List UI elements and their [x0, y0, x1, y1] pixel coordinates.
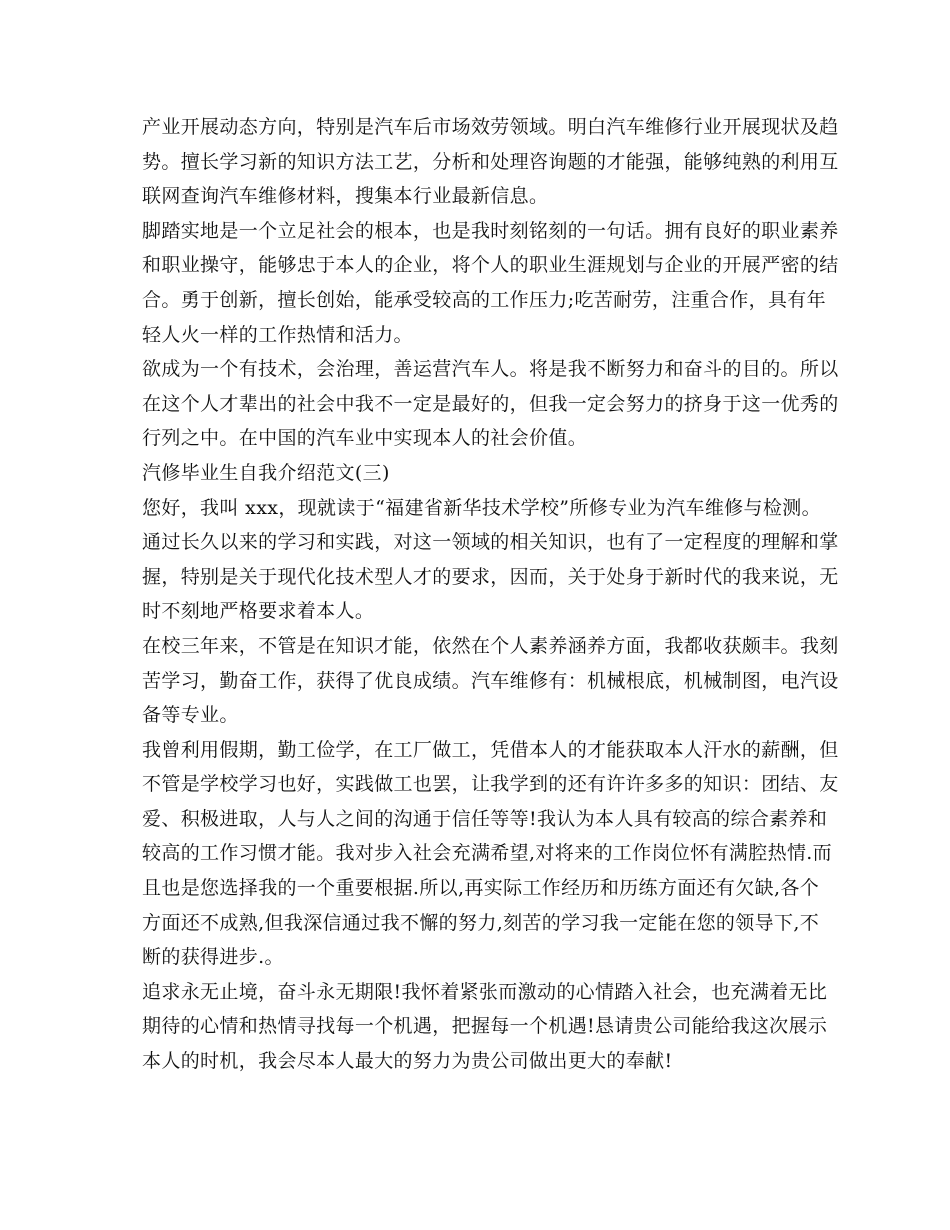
document-body: [142, 110, 839, 1079]
text-line: 欲成为一个有技术，会治理，善运营汽车人。将是我不断努力和奋斗的目的。所以: [142, 358, 839, 381]
text-line: 行列之中。在中国的汽车业中实现本人的社会价值。: [142, 427, 588, 450]
text-line: 方面还不成熟,但我深信通过我不懈的努力,刻苦的学习我一定能在您的领导下,不: [142, 911, 820, 934]
text-line: 在校三年来，不管是在知识才能，依然在个人素养涵养方面，我都收获颇丰。我刻: [142, 634, 839, 657]
text-line: 我曾利用假期，勤工俭学，在工厂做工，凭借本人的才能获取本人汗水的薪酬，但: [142, 738, 839, 761]
text-line: 脚踏实地是一个立足社会的根本，也是我时刻铭刻的一句话。拥有良好的职业素养: [142, 219, 839, 242]
text-line: 您好，我叫 xxx，现就读于“福建省新华技术学校”所修专业为汽车维修与检测。: [142, 496, 821, 519]
text-line: 不管是学校学习也好，实践做工也罢，让我学到的还有许许多多的知识：团结、友: [142, 773, 839, 796]
text-line: 产业开展动态方向，特别是汽车后市场效劳领域。明白汽车维修行业开展现状及趋: [142, 116, 839, 138]
text-line: 且也是您选择我的一个重要根据.所以,再实际工作经历和历练方面还有欠缺,各个: [142, 877, 820, 900]
text-line: 较高的工作习惯才能。我对步入社会充满希望,对将来的工作岗位怀有满腔热情.而: [142, 842, 833, 865]
text-line: 在这个人才辈出的社会中我不一定是最好的，但我一定会努力的挤身于这一优秀的: [142, 392, 839, 415]
text-line: 时不刻地严格要求着本人。: [142, 600, 375, 623]
text-line: 合。勇于创新，擅长创始，能承受较高的工作压力;吃苦耐劳，注重合作，具有年: [142, 288, 827, 311]
text-line: 爱、积极进取，人与人之间的沟通于信任等等!我认为本人具有较高的综合素养和: [142, 807, 828, 830]
text-line: 本人的时机，我会尽本人最大的努力为贵公司做出更大的奉献!: [142, 1050, 673, 1073]
text-line: 握，特别是关于现代化技术型人才的要求，因而，关于处身于新时代的我来说，无: [142, 565, 839, 588]
text-line: 苦学习，勤奋工作，获得了优良成绩。汽车维修有：机械根底，机械制图，电汽设: [142, 669, 839, 692]
text-line: 断的获得进步.。: [142, 946, 284, 969]
text-line: 和职业操守，能够忠于本人的企业，将个人的职业生涯规划与企业的开展严密的结: [142, 254, 839, 277]
section-heading: 汽修毕业生自我介绍范文(三): [142, 461, 390, 484]
text-line: 通过长久以来的学习和实践，对这一领域的相关知识，也有了一定程度的理解和掌: [142, 531, 839, 554]
text-line: 势。擅长学习新的知识方法工艺，分析和处理咨询题的才能强，能够纯熟的利用互: [142, 150, 839, 173]
text-line: 追求永无止境，奋斗永无期限!我怀着紧张而激动的心情踏入社会，也充满着无比: [142, 980, 828, 1003]
text-line: 联网查询汽车维修材料，搜集本行业最新信息。: [142, 185, 549, 208]
text-line: 备等专业。: [142, 704, 239, 727]
text-line: 期待的心情和热情寻找每一个机遇，把握每一个机遇!恳请贵公司能给我这次展示: [142, 1015, 828, 1038]
text-line: 轻人火一样的工作热情和活力。: [142, 323, 413, 346]
